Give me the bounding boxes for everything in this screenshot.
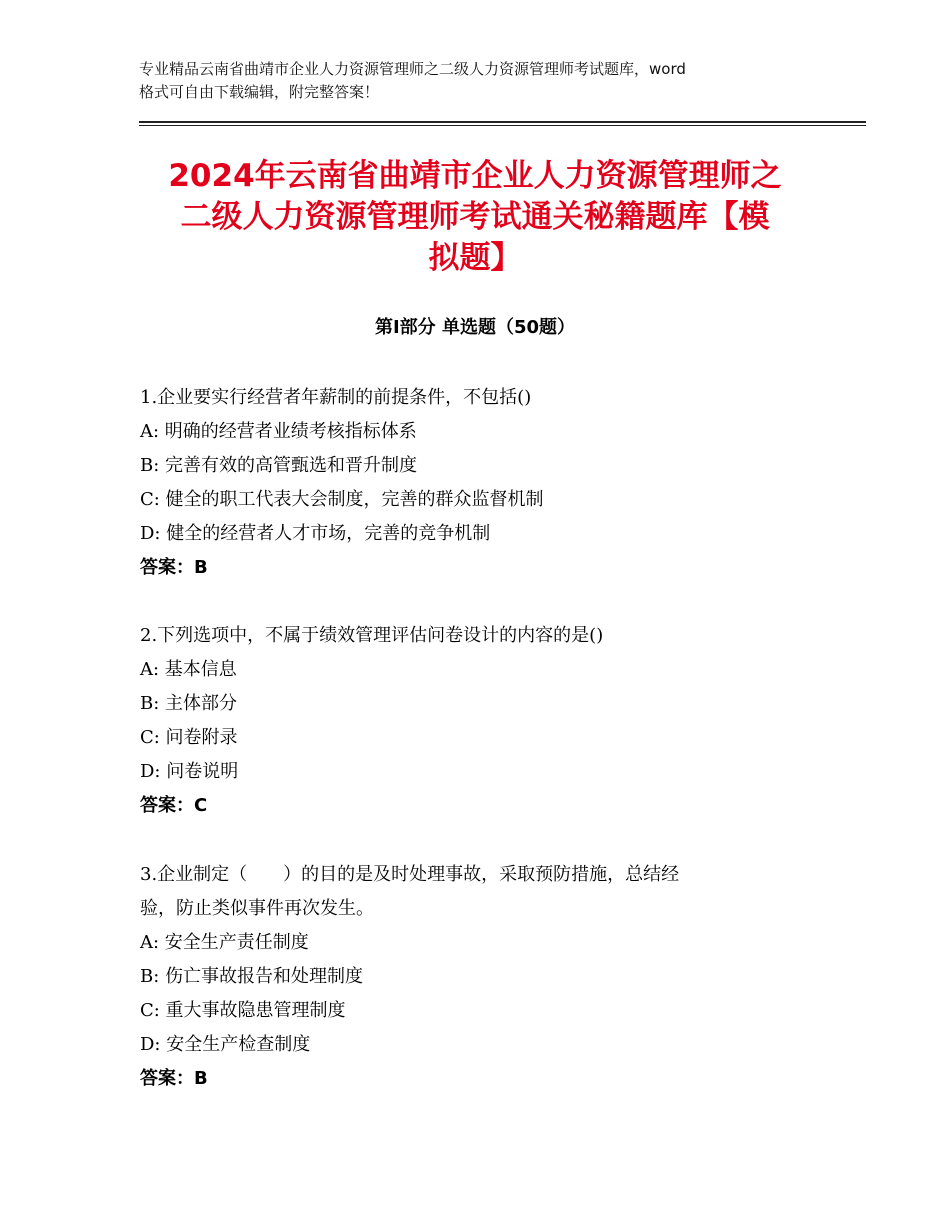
title-line-1: 2024年云南省曲靖市企业人力资源管理师之 <box>168 158 782 194</box>
header-line-1: 专业精品云南省曲靖市企业人力资源管理师之二级人力资源管理师考试题库，word <box>139 60 686 78</box>
question-1-option-d: D: 健全的经营者人才市场，完善的竞争机制 <box>140 523 491 544</box>
header-rule-thick <box>139 121 866 123</box>
question-1-option-a: A: 明确的经营者业绩考核指标体系 <box>140 421 417 442</box>
document-header <box>139 58 829 104</box>
question-1-stem: 1.企业要实行经营者年薪制的前提条件，不包括() <box>140 387 532 408</box>
question-3-option-b: B: 伤亡事故报告和处理制度 <box>140 966 364 987</box>
question-2-option-d: D: 问卷说明 <box>140 761 239 782</box>
header-line-2: 格式可自由下载编辑，附完整答案！ <box>139 83 380 101</box>
question-3-answer: 答案：B <box>140 1068 208 1089</box>
question-3-option-d: D: 安全生产检查制度 <box>140 1034 311 1055</box>
question-3-option-a: A: 安全生产责任制度 <box>140 932 309 953</box>
question-2-option-a: A: 基本信息 <box>140 659 237 680</box>
question-3-option-c: C: 重大事故隐患管理制度 <box>140 1000 346 1021</box>
question-1-answer: 答案：B <box>140 557 208 578</box>
title-line-2: 二级人力资源管理师考试通关秘籍题库【模 <box>180 199 770 235</box>
section-heading: 第Ⅰ部分 单选题（50题） <box>374 317 575 338</box>
title-line-3: 拟题】 <box>428 240 522 276</box>
question-2-answer: 答案：C <box>140 795 208 816</box>
header-rule-thin <box>139 125 866 126</box>
document-title <box>130 156 820 279</box>
question-3-stem-line-2: 验，防止类似事件再次发生。 <box>140 898 374 919</box>
question-3-stem-line-1: 3.企业制定（ ）的目的是及时处理事故，采取预防措施，总结经 <box>140 864 680 885</box>
question-1-option-c: C: 健全的职工代表大会制度，完善的群众监督机制 <box>140 489 544 510</box>
question-2-option-b: B: 主体部分 <box>140 693 238 714</box>
question-2-stem: 2.下列选项中，不属于绩效管理评估问卷设计的内容的是() <box>140 625 604 646</box>
question-2-option-c: C: 问卷附录 <box>140 727 238 748</box>
question-1-option-b: B: 完善有效的高管甄选和晋升制度 <box>140 455 418 476</box>
